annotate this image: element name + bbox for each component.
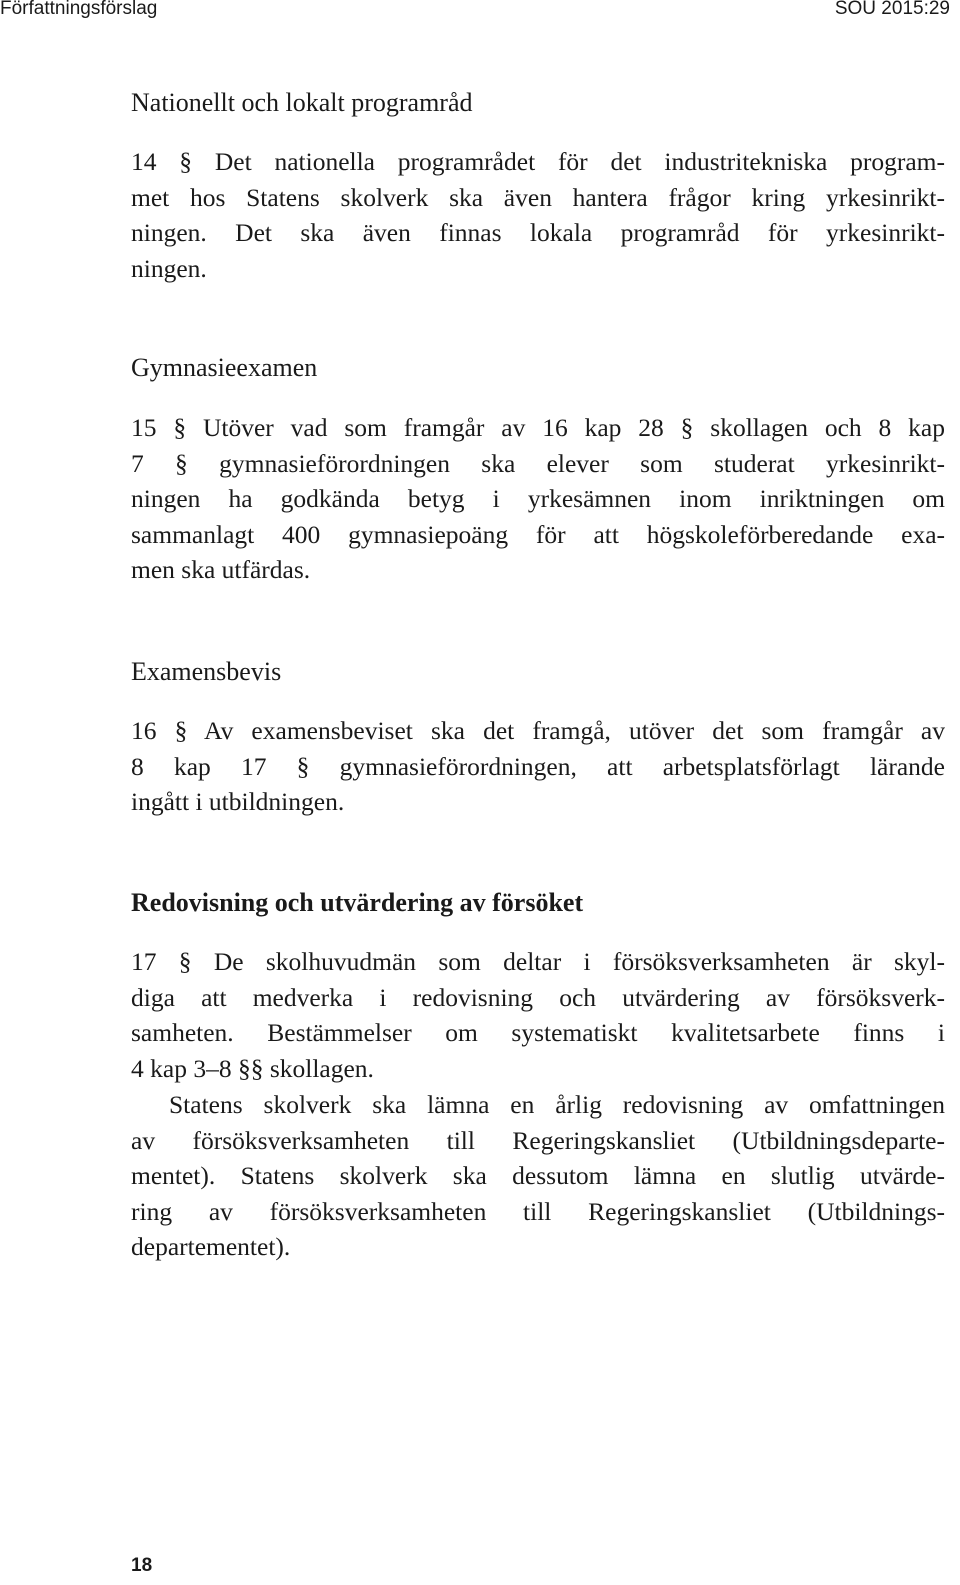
paragraph-line: Statens skolverk ska lämna en årlig redovisning av omfattningen (169, 1090, 945, 1119)
paragraph-line: ring av försöksverksamheten till Regeringskansliet (Utbildnings- (131, 1196, 945, 1226)
paragraph-16 (131, 713, 945, 820)
header-report-id: SOU 2015:29 (834, 0, 950, 19)
paragraph-line: 17 § De skolhuvudmän som deltar i försöksverksamheten är skyl- (131, 947, 945, 976)
paragraph-line: diga att medverka i redovisning och utvärdering av försöksverk- (131, 982, 945, 1012)
paragraph-line: departementet). (131, 1232, 291, 1262)
paragraph-line: men ska utfärdas. (131, 555, 311, 585)
paragraph-line: samheten. Bestämmelser om systematiskt kvalitetsarbete finns i (131, 1018, 945, 1048)
paragraph-14 (131, 144, 945, 286)
paragraph-line: 16 § Av examensbeviset ska det framgå, utöver det som framgår av (131, 716, 945, 745)
paragraph-15 (131, 410, 945, 588)
paragraph-line: ningen ha godkända betyg i yrkesämnen inom inriktningen om (131, 484, 945, 514)
paragraph-17 (131, 944, 945, 1086)
section-heading-redovisning: Redovisning och utvärdering av försöket (131, 888, 584, 917)
paragraph-line: av försöksverksamheten till Regeringskansliet (Utbildningsdeparte- (131, 1125, 945, 1155)
section-heading-gymnasieexamen: Gymnasieexamen (131, 353, 318, 382)
header-document-type: Författningsförslag (0, 0, 158, 19)
section-heading-examensbevis: Examensbevis (131, 657, 282, 686)
paragraph-line: 8 kap 17 § gymnasieförordningen, att arbetsplatsförlagt lärande (131, 751, 945, 781)
page-number: 18 (131, 1555, 153, 1576)
paragraph-line: 14 § Det nationella programrådet för det industritekniska program- (131, 147, 945, 176)
paragraph-line: ingått i utbildningen. (131, 787, 345, 817)
paragraph-line: sammanlagt 400 gymnasiepoäng för att högskoleförberedande exa- (131, 519, 945, 549)
paragraph-line: 4 kap 3–8 §§ skollagen. (131, 1053, 374, 1083)
paragraph-line: 15 § Utöver vad som framgår av 16 kap 28 § skollagen och 8 kap (131, 413, 945, 442)
section-heading-programrad: Nationellt och lokalt programråd (131, 88, 473, 117)
paragraph-line: ningen. (131, 253, 207, 283)
paragraph-line: met hos Statens skolverk ska även hantera frågor kring yrkesinrikt- (131, 182, 945, 212)
paragraph-line: ningen. Det ska även finnas lokala programråd för yrkesinrikt- (131, 218, 945, 248)
paragraph-line: mentet). Statens skolverk ska dessutom lämna en slutlig utvärde- (131, 1161, 945, 1191)
running-header (0, 0, 960, 22)
paragraph-17-continued (131, 1087, 945, 1265)
paragraph-line: 7 § gymnasieförordningen ska elever som studerat yrkesinrikt- (131, 448, 945, 478)
